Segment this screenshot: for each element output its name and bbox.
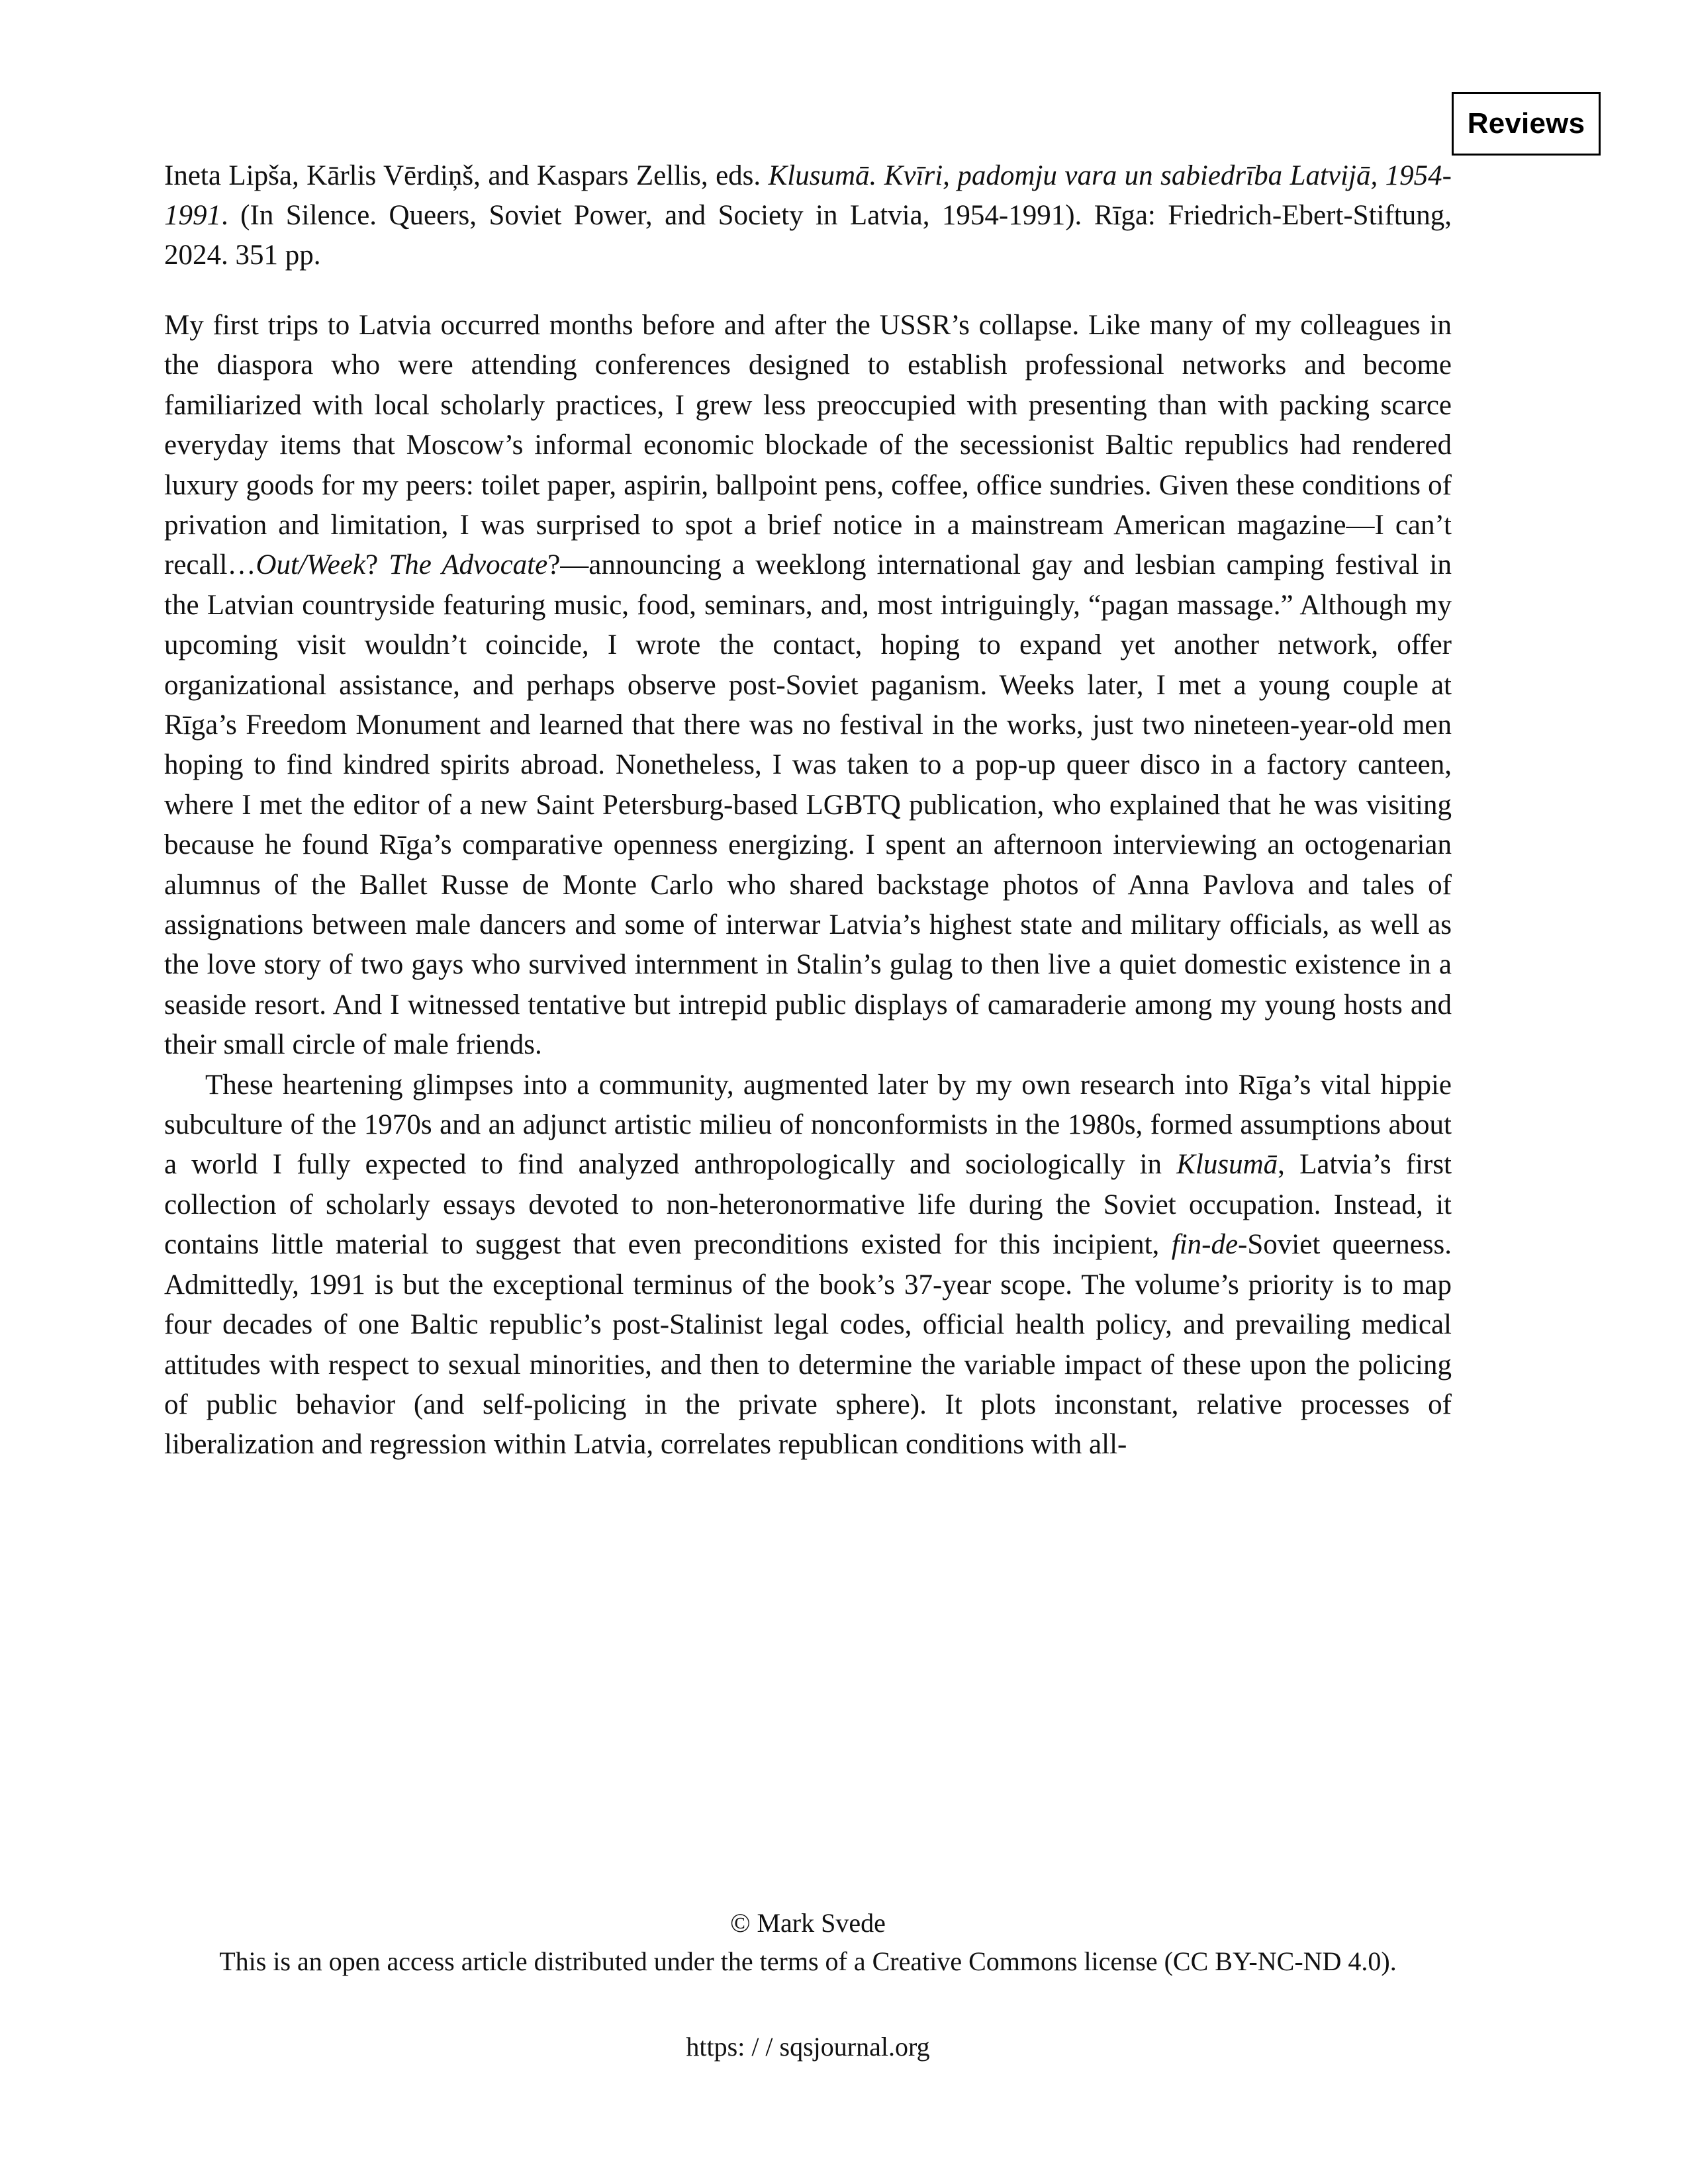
paragraph-2-segment-3: Soviet queerness. Admittedly, 1991 is but the exceptional terminus of the book’s 37-year scope. The volume’s priority is to map four decades of one Baltic republic’s post-Stalinist legal codes, official health policy, and prevailing medical attitudes with respect to sexual minorities, and then to determine the variable impact of these upon the policing of public behavior (and self-policing in the private sphere). It plots inconstant, relative processes of liberalization and regression within Latvia, correlates republican conditions with all-: [164, 1229, 1452, 1461]
body-paragraph-2: [164, 1066, 1452, 1465]
paragraph-1-segment-3: ?—announcing a weeklong international gay and lesbian camping festival in the Latvian countryside featuring music, food, seminars, and, most intriguingly, “pagan massage.” Although my upcoming visit wouldn’t coincide, I wrote the contact, hoping to expand yet another network, offer organizational assistance, and perhaps observe post-Soviet paganism. Weeks later, I met a young couple at Rīga’s Freedom Monument and learned that there was no festival in the works, just two nineteen-year-old men hoping to find kindred spirits abroad. Nonetheless, I was taken to a pop-up queer disco in a factory canteen, where I met the editor of a new Saint Petersburg-based LGBTQ publication, who explained that he was visiting because he found Rīga’s comparative openness energizing. I spent an afternoon interviewing an octogenarian alumnus of the Ballet Russe de Monte Carlo who shared backstage photos of Anna Pavlova and tales of assignations between male dancers and some of interwar Latvia’s highest state and military officials, as well as the love story of two gays who survived internment in Stalin’s gulag to then live a quiet domestic existence in a seaside resort. And I witnessed tentative but intrepid public displays of camaraderie among my young hosts and their small circle of male friends.: [164, 549, 1452, 1061]
section-tab-label: Reviews: [1467, 107, 1585, 140]
paragraph-1-segment-2: ?: [365, 549, 389, 581]
citation-authors: Ineta Lipša, Kārlis Vērdiņš, and Kaspars Zellis, eds.: [164, 160, 769, 191]
license-line: This is an open access article distributed under the terms of a Creative Commons license (CC BY-NC-ND 4.0).: [219, 1946, 1397, 1976]
journal-url-line: [164, 2028, 1452, 2066]
paragraph-2-segment-2: , Latvia’s first collection of scholarly essays devoted to non-heteronormative life during the Soviet occupation. Instead, it contains little material to suggest that even preconditions existed for this incipient,: [164, 1149, 1452, 1261]
paragraph-1-segment-1: My first trips to Latvia occurred months before and after the USSR’s collapse. Like many of my colleagues in the diaspora who were attending conferences designed to establish professional networks and become familiarized with local scholarly practices, I grew less preoccupied with presenting than with packing scarce everyday items that Moscow’s informal economic blockade of the secessionist Baltic republics had rendered luxury goods for my peers: toilet paper, aspirin, ballpoint pens, coffee, office sundries. Given these conditions of privation and limitation, I was surprised to spot a brief notice in a mainstream American magazine—I can’t recall…: [164, 309, 1452, 581]
page-footer: [164, 1905, 1452, 1980]
citation-publication-info: . (In Silence. Queers, Soviet Power, and Society in Latvia, 1954-1991). Rīga: Friedrich-Ebert-Stiftung, 2024. 351 pp.: [164, 199, 1452, 271]
book-citation: [164, 156, 1452, 275]
journal-url: https: / / sqsjournal.org: [686, 2032, 930, 2062]
body-paragraph-1: [164, 306, 1452, 1066]
paragraph-2-segment-1: These heartening glimpses into a community, augmented later by my own research into Rīga’s vital hippie subculture of the 1970s and an adjunct artistic milieu of nonconformists in the 1980s, formed assumptions about a world I fully expected to find analyzed anthropologically and sociologically in: [164, 1069, 1452, 1181]
magazine-title-advocate: The Advocate: [389, 549, 548, 581]
article-text-column: [164, 156, 1452, 1465]
copyright-line: © Mark Svede: [730, 1908, 886, 1938]
magazine-title-outweek: Out/Week: [256, 549, 366, 581]
section-tab-reviews: [1452, 92, 1601, 156]
phrase-fin-de: fin-de-: [1171, 1229, 1248, 1261]
book-title-klusuma: Klusumā: [1176, 1149, 1278, 1181]
citation-title-italic: Klusumā. Kvīri, padomju vara un sabiedrība Latvijā, 1954-1991: [164, 160, 1452, 231]
